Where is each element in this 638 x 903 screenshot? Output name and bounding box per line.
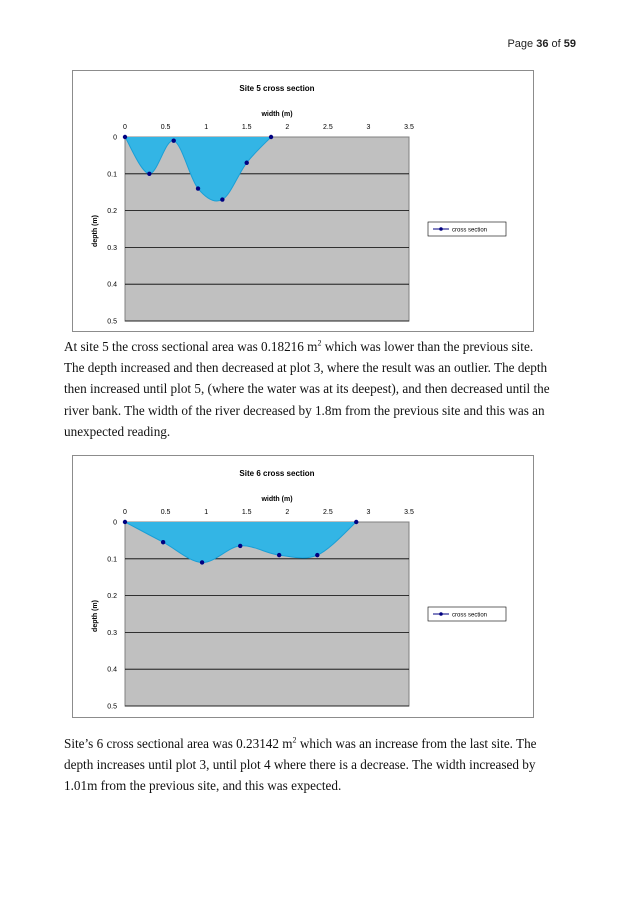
page-number: Page 36 of 59	[507, 38, 576, 50]
x-tick-label: 2	[285, 124, 290, 131]
y-tick-label: 0.3	[107, 629, 117, 637]
chart-title: Site 5 cross section	[239, 84, 315, 93]
data-point	[354, 520, 358, 524]
y-tick-label: 0.2	[107, 208, 117, 216]
data-point	[123, 135, 127, 139]
legend-label: cross section	[452, 227, 488, 234]
y-tick-label: 0.3	[107, 244, 117, 252]
y-tick-label: 0.2	[107, 593, 117, 601]
data-point	[200, 560, 204, 564]
x-tick-label: 1	[204, 124, 209, 131]
data-point	[269, 135, 273, 139]
y-axis-label: depth (m)	[92, 600, 99, 632]
data-point	[123, 520, 127, 524]
x-tick-label: 0	[123, 509, 127, 516]
x-tick-label: 1.5	[241, 124, 252, 131]
y-tick-label: 0.4	[107, 281, 117, 289]
y-axis-label: depth (m)	[92, 215, 99, 247]
plot-area	[125, 137, 409, 321]
y-tick-label: 0.1	[107, 171, 117, 179]
x-tick-label: 3	[366, 124, 371, 131]
data-point	[161, 540, 165, 544]
x-tick-label: 0.5	[160, 124, 171, 131]
site6-chart	[72, 455, 534, 718]
x-tick-label: 3.5	[404, 124, 414, 131]
data-point	[315, 553, 319, 557]
data-point	[277, 553, 281, 557]
data-point	[196, 186, 200, 190]
legend-label: cross section	[452, 612, 488, 619]
x-tick-label: 2.5	[322, 124, 333, 131]
y-tick-label: 0.4	[107, 666, 117, 674]
site5-chart	[72, 70, 534, 332]
y-tick-label: 0.5	[107, 318, 117, 326]
data-point	[147, 172, 151, 176]
y-tick-label: 0.5	[107, 703, 117, 711]
legend	[428, 607, 506, 621]
x-tick-label: 3	[366, 509, 371, 516]
site5-paragraph: At site 5 the cross sectional area was 0.18216 $m^2$ which was lower than the previous site. The depth increased and then decreased at plot 3, where the result was an outlier. The depth then increased until plot 5, (where the water was at its deepest), and then decreased until the river bank. The width of the river decreased by 1.8m from the previous site and this was an unexpected reading.	[64, 338, 550, 439]
data-point	[245, 161, 249, 165]
x-axis-label: width (m)	[261, 496, 293, 503]
y-tick-label: 0	[113, 519, 117, 527]
legend-marker	[439, 612, 443, 616]
chart-title: Site 6 cross section	[239, 469, 315, 478]
x-tick-label: 1.5	[241, 509, 252, 516]
site5-chart-svg	[73, 71, 533, 331]
x-tick-label: 0.5	[160, 509, 171, 516]
x-tick-label: 3.5	[404, 509, 414, 516]
x-tick-label: 2.5	[322, 509, 333, 516]
legend-marker	[439, 227, 443, 231]
site6-paragraph: Site’s 6 cross sectional area was 0.23142 $m^2$ which was an increase from the last site. The depth increases until plot 3, until plot 4 where there is a decrease. The width increased by 1.01m from the previous site, and this was expected.	[64, 735, 537, 794]
x-tick-label: 1	[204, 509, 209, 516]
x-tick-label: 2	[285, 509, 290, 516]
data-point	[220, 197, 224, 201]
y-tick-label: 0	[113, 134, 117, 142]
x-tick-label: 0	[123, 124, 127, 131]
data-point	[238, 544, 242, 548]
x-axis-label: width (m)	[261, 111, 293, 118]
site6-chart-svg	[73, 456, 533, 717]
legend	[428, 222, 506, 236]
data-point	[171, 138, 175, 142]
y-tick-label: 0.1	[107, 556, 117, 564]
